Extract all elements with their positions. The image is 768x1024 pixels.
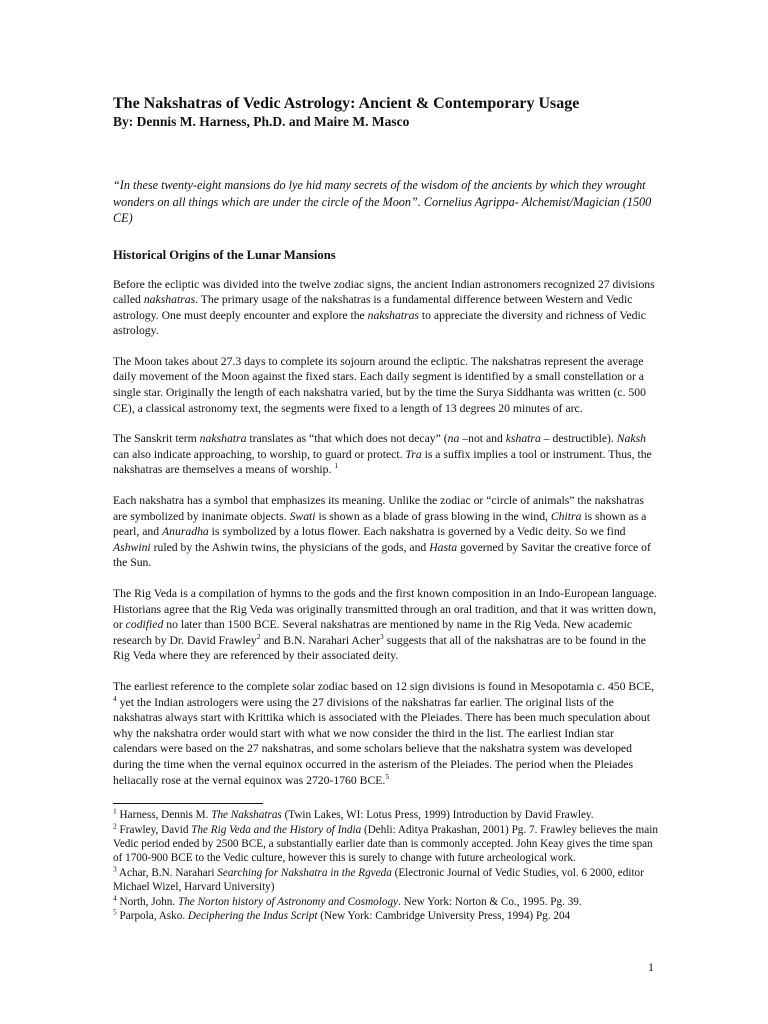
italic-text: Naksh bbox=[616, 432, 646, 446]
text-run: The earliest reference to the complete solar zodiac based on 12 sign divisions is found in Mesopotamia c. 450 BCE, bbox=[113, 679, 655, 693]
text-run: North, John. bbox=[116, 895, 178, 908]
footnote-marker: 4 bbox=[113, 892, 117, 902]
italic-text: Hasta bbox=[429, 540, 458, 554]
body-paragraph bbox=[113, 679, 658, 788]
footnotes bbox=[113, 808, 658, 923]
section-heading: Historical Origins of the Lunar Mansions bbox=[113, 247, 336, 262]
footnote bbox=[113, 866, 658, 895]
text-run: –not and bbox=[459, 432, 506, 446]
body-paragraph bbox=[113, 493, 658, 571]
body-paragraph bbox=[113, 431, 658, 478]
footnote-marker: 2 bbox=[113, 820, 117, 830]
text-run: Parpola, Asko. bbox=[116, 909, 188, 922]
text-run: – destructible). bbox=[540, 432, 617, 446]
footnote-marker: 5 bbox=[113, 907, 117, 917]
italic-text: Anuradha bbox=[162, 525, 209, 539]
text-run: suggests that all of the nakshatras are to be found in the Rig Veda where they are referenced by their associated deity. bbox=[113, 633, 646, 663]
text-run: to appreciate the diversity and richness of Vedic astrology. bbox=[113, 308, 646, 338]
text-run: can also indicate approaching, to worship, to guard or protect. bbox=[113, 447, 406, 461]
italic-text: The Norton history of Astronomy and Cosmology bbox=[177, 895, 399, 908]
footnote-marker: 3 bbox=[113, 864, 117, 874]
footnote-marker: 5 bbox=[385, 771, 390, 781]
italic-text: Searching for Nakshatra in the Rgveda bbox=[217, 866, 392, 879]
italic-text: Swati bbox=[289, 509, 316, 523]
body-paragraph bbox=[113, 354, 658, 416]
text-run: governed by Savitar the creative force of the Sun. bbox=[113, 540, 651, 570]
text-run: (Twin Lakes, WI: Lotus Press, 1999) Introduction by David Frawley. bbox=[281, 809, 594, 822]
text-run: no later than 1500 BCE. Several nakshatras are mentioned by name in the Rig Veda. New academic research by Dr. David Frawley bbox=[113, 618, 633, 647]
body-paragraphs bbox=[113, 277, 658, 789]
italic-text: nakshatras bbox=[143, 293, 196, 307]
footnote-marker: 1 bbox=[334, 461, 339, 471]
text-run: is shown as a pearl, and bbox=[113, 509, 647, 539]
epigraph-quote: “In these twenty-eight mansions do lye hid many secrets of the wisdom of the ancients by which they wrought wonders on all things which are under the circle of the Moon”. Cornelius Agrippa- Alchemist/Magician (1500 CE) bbox=[113, 178, 652, 225]
italic-text: na bbox=[447, 432, 460, 446]
italic-text: Deciphering the Indus Script bbox=[187, 909, 318, 922]
footnote-marker: 1 bbox=[113, 806, 117, 816]
text-run: is symbolized by a lotus flower. Each nakshatra is governed by a Vedic deity. So we find bbox=[208, 525, 626, 539]
text-run: Each nakshatra has a symbol that emphasizes its meaning. Unlike the zodiac or “circle of animals” the nakshatras are symbolized by inanimate objects. bbox=[113, 494, 644, 523]
text-run: yet the Indian astrologers were using the 27 divisions of the nakshatras far earlier. The original lists of the nakshatras always start with Krittika which is associated with the Pleiades. There has been much speculation about why the nakshatra order would start with what we now consider the third in the list. The earliest Indian star calendars were based on the 27 nakshatras, and some scholars believe that the nakshatra system was developed during the time when the vernal equinox occurred in the asterism of the Pleiades. The period when the Pleiades heliacally rose at the vernal equinox was 2720-1760 BCE. bbox=[113, 695, 650, 787]
text-run: The Rig Veda is a compilation of hymns to the gods and the first known composition in an Indo-European language. Historians agree that the Rig Veda was originally transmitted through an oral tradition, and that it was written down, or bbox=[113, 587, 657, 632]
italic-text: Chitra bbox=[550, 509, 582, 523]
text-run: ruled by the Ashwin twins, the physicians of the gods, and bbox=[150, 540, 430, 554]
italic-text: The Rig Veda and the History of India bbox=[191, 823, 362, 836]
body-paragraph bbox=[113, 277, 658, 339]
italic-text: codified bbox=[125, 618, 164, 632]
text-run: Harness, Dennis M. bbox=[116, 809, 212, 822]
text-run: Before the ecliptic was divided into the twelve zodiac signs, the ancient Indian astronomers recognized 27 divisions called bbox=[113, 277, 655, 307]
italic-text: nakshatra bbox=[199, 432, 247, 446]
italic-text: Tra bbox=[405, 447, 422, 461]
document-byline: By: Dennis M. Harness, Ph.D. and Maire M. Masco bbox=[113, 114, 410, 129]
text-run: translates as “that which does not decay” ( bbox=[246, 432, 448, 446]
text-run: . New York: Norton & Co., 1995. Pg. 39. bbox=[398, 895, 582, 908]
footnote-divider bbox=[113, 803, 263, 804]
body-paragraph bbox=[113, 586, 658, 664]
footnote-marker: 4 bbox=[113, 693, 117, 703]
footnote bbox=[113, 892, 658, 909]
text-run: (Dehli: Aditya Prakashan, 2001) Pg. 7. Frawley believes the main Vedic period ended by 2500 BCE, a substantially earlier date than is commonly accepted. John Keay gives the time span of 1700-900 BCE to the Vedic culture, however this is surely to change with future archeological work. bbox=[113, 823, 658, 865]
italic-text: kshatra bbox=[505, 432, 541, 446]
footnote bbox=[113, 909, 658, 923]
text-run: (Electronic Journal of Vedic Studies, vol. 6 2000, editor Michael Wizel, Harvard University) bbox=[113, 866, 644, 894]
document-title: The Nakshatras of Vedic Astrology: Ancient & Contemporary Usage bbox=[113, 95, 580, 112]
text-run: (New York: Cambridge University Press, 1994) Pg. 204 bbox=[317, 909, 571, 922]
page-number: 1 bbox=[648, 960, 654, 974]
footnote-marker: 3 bbox=[379, 631, 384, 641]
text-run: The Moon takes about 27.3 days to complete its sojourn around the ecliptic. The nakshatras represent the average daily movement of the Moon against the fixed stars. Each daily segment is identified by a small constellation or a single star. Originally the length of each nakshatra varied, but by the time the Surya Siddhanta was written (c. 500 CE), a classical astronomy text, the segments were fixed to a length of 13 degrees 20 minutes of arc. bbox=[113, 354, 646, 415]
footnote-marker: 2 bbox=[256, 631, 261, 641]
text-run: . The primary usage of the nakshatras is a fundamental difference between Western and Vedic astrology. One must deeply encounter and explore the bbox=[113, 293, 633, 322]
italic-text: Ashwini bbox=[113, 540, 151, 554]
text-run: is a suffix implies a tool or instrument. Thus, the nakshatras are themselves a means of worship. bbox=[113, 447, 652, 477]
italic-text: nakshatras bbox=[367, 308, 419, 322]
text-run: The Sanskrit term bbox=[113, 432, 200, 446]
page-content bbox=[113, 94, 658, 923]
text-run: Frawley, David bbox=[116, 823, 192, 836]
text-run: is shown as a blade of grass blowing in the wind, bbox=[315, 509, 551, 523]
footnote bbox=[113, 808, 658, 822]
footnote bbox=[113, 820, 658, 866]
italic-text: The Nakshatras bbox=[211, 809, 282, 822]
text-run: Achar, B.N. Narahari bbox=[116, 866, 218, 879]
text-run: and B.N. Narahari Acher bbox=[260, 633, 380, 647]
